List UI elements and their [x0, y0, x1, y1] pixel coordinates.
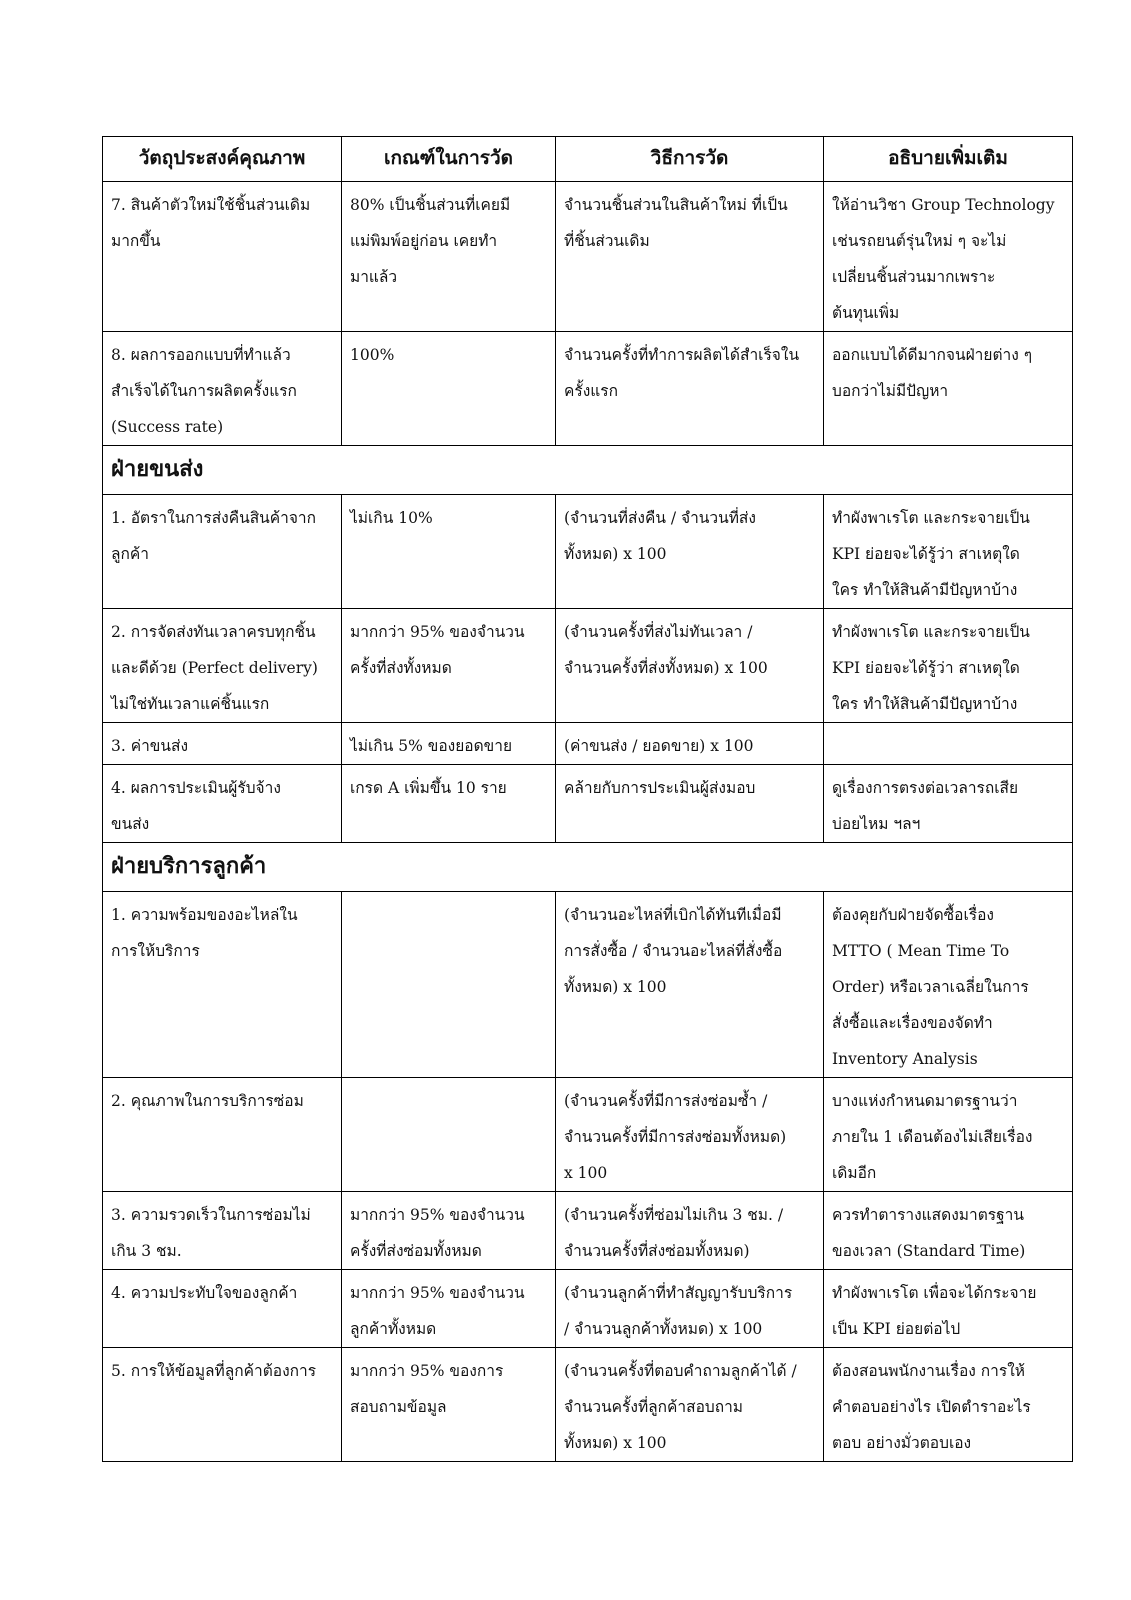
cell-text-line: คล้ายกับการประเมินผู้ส่งมอบ — [564, 779, 756, 797]
explanation-cell — [824, 1270, 1073, 1348]
cell-text-line: ดูเรื่องการตรงต่อเวลารถเสีย — [832, 779, 1019, 797]
cell-text-line: มากกว่า 95% ของจำนวน — [350, 1284, 525, 1302]
cell-text-line: ทำผังพาเรโต และกระจายเป็น — [832, 509, 1030, 527]
cell-text-line: ต้องสอนพนักงานเรื่อง การให้ — [832, 1362, 1026, 1380]
cell-text-line: ลูกค้าทั้งหมด — [350, 1320, 437, 1338]
quality-objectives-table — [102, 136, 1073, 1462]
cell-text-line: Order) หรือเวลาเฉลี่ยในการ — [832, 978, 1029, 996]
cell-text-line: ทั้งหมด) x 100 — [564, 1434, 667, 1452]
cell-text-line: ต้องคุยกับฝ่ายจัดซื้อเรื่อง — [832, 906, 994, 924]
cell-text-line: จำนวนครั้งที่ทำการผลิตได้สำเร็จใน — [564, 346, 800, 364]
objective-cell — [103, 495, 342, 609]
cell-text-line: จำนวนครั้งที่ส่งทั้งหมด) x 100 — [564, 659, 768, 677]
cell-text-line: (จำนวนลูกค้าที่ทำสัญญารับบริการ — [564, 1284, 793, 1302]
cell-text-line: MTTO ( Mean Time To — [832, 942, 1010, 960]
cell-text-line: 2. การจัดส่งทันเวลาครบทุกชิ้น — [111, 623, 316, 641]
cell-text-line: จำนวนครั้งที่ส่งซ่อมทั้งหมด) — [564, 1242, 750, 1260]
cell-text-line: ใคร ทำให้สินค้ามีปัญหาบ้าง — [832, 581, 1018, 599]
cell-text-line: บางแห่งกำหนดมาตรฐานว่า — [832, 1092, 1018, 1110]
cell-text-line: Inventory Analysis — [832, 1050, 978, 1068]
cell-text-line: 1. อัตราในการส่งคืนสินค้าจาก — [111, 509, 316, 527]
method-cell — [556, 182, 824, 332]
table-row — [103, 892, 1073, 1078]
explanation-cell — [824, 723, 1073, 765]
cell-text-line: x 100 — [564, 1164, 608, 1182]
cell-text-line: 4. ผลการประเมินผู้รับจ้าง — [111, 779, 281, 797]
objective-cell — [103, 1270, 342, 1348]
method-cell — [556, 892, 824, 1078]
method-cell — [556, 1078, 824, 1192]
cell-text-line: มากขึ้น — [111, 232, 161, 250]
cell-text-line: มากกว่า 95% ของจำนวน — [350, 623, 525, 641]
cell-text-line: ที่ชิ้นส่วนเดิม — [564, 232, 650, 250]
table-header-row — [103, 137, 1073, 182]
cell-text-line: ต้นทุนเพิ่ม — [832, 304, 900, 322]
cell-text-line: ครั้งแรก — [564, 382, 618, 400]
table-row — [103, 182, 1073, 332]
criteria-cell — [342, 609, 556, 723]
cell-text-line: (จำนวนครั้งที่ตอบคำถามลูกค้าได้ / — [564, 1362, 797, 1380]
objective-cell — [103, 332, 342, 446]
criteria-cell — [342, 182, 556, 332]
cell-text-line: มากกว่า 95% ของจำนวน — [350, 1206, 525, 1224]
table-row — [103, 609, 1073, 723]
criteria-cell — [342, 1270, 556, 1348]
cell-text-line: จำนวนครั้งที่ลูกค้าสอบถาม — [564, 1398, 744, 1416]
method-cell — [556, 723, 824, 765]
cell-text-line: จำนวนชิ้นส่วนในสินค้าใหม่ ที่เป็น — [564, 196, 788, 214]
explanation-cell — [824, 182, 1073, 332]
section-row — [103, 843, 1073, 892]
cell-text-line: สอบถามข้อมูล — [350, 1398, 447, 1416]
method-cell — [556, 495, 824, 609]
cell-text-line: ภายใน 1 เดือนต้องไม่เสียเรื่อง — [832, 1128, 1033, 1146]
cell-text-line: 4. ความประทับใจของลูกค้า — [111, 1284, 298, 1302]
explanation-cell — [824, 495, 1073, 609]
objective-cell — [103, 609, 342, 723]
table-row — [103, 1348, 1073, 1462]
cell-text-line: ใคร ทำให้สินค้ามีปัญหาบ้าง — [832, 695, 1018, 713]
cell-text-line: (จำนวนครั้งที่มีการส่งซ่อมซ้ำ / — [564, 1092, 768, 1110]
cell-text-line: ลูกค้า — [111, 545, 149, 563]
criteria-cell — [342, 332, 556, 446]
cell-text-line: บอกว่าไม่มีปัญหา — [832, 382, 949, 400]
cell-text-line: ทั้งหมด) x 100 — [564, 545, 667, 563]
cell-text-line: 3. ค่าขนส่ง — [111, 737, 189, 755]
method-cell — [556, 609, 824, 723]
method-cell — [556, 332, 824, 446]
cell-text-line: (จำนวนที่ส่งคืน / จำนวนที่ส่ง — [564, 509, 756, 527]
objective-cell — [103, 723, 342, 765]
cell-text-line: เช่นรถยนต์รุ่นใหม่ ๆ จะไม่ — [832, 232, 1007, 250]
cell-text-line: ขนส่ง — [111, 815, 150, 833]
explanation-cell — [824, 609, 1073, 723]
cell-text-line: สั่งซื้อและเรื่องของจัดทำ — [832, 1014, 993, 1032]
cell-text-line: สำเร็จได้ในการผลิตครั้งแรก — [111, 382, 297, 400]
objective-cell — [103, 765, 342, 843]
cell-text-line: มากกว่า 95% ของการ — [350, 1362, 504, 1380]
cell-text-line: 80% เป็นชิ้นส่วนที่เคยมี — [350, 196, 511, 214]
cell-text-line: มาแล้ว — [350, 268, 398, 286]
criteria-cell — [342, 1078, 556, 1192]
cell-text-line: เป็น KPI ย่อยต่อไป — [832, 1320, 961, 1338]
cell-text-line: เดิมอีก — [832, 1164, 877, 1182]
table-row — [103, 1078, 1073, 1192]
criteria-cell — [342, 1192, 556, 1270]
criteria-cell — [342, 892, 556, 1078]
cell-text-line: และดีด้วย (Perfect delivery) — [111, 659, 318, 677]
table-row — [103, 765, 1073, 843]
table-row — [103, 495, 1073, 609]
cell-text-line: ครั้งที่ส่งซ่อมทั้งหมด — [350, 1242, 482, 1260]
cell-text-line: ไม่เกิน 5% ของยอดขาย — [350, 737, 513, 755]
cell-text-line: ให้อ่านวิชา Group Technology — [832, 196, 1055, 214]
section-title: ฝ่ายขนส่ง — [103, 446, 1073, 495]
method-cell — [556, 765, 824, 843]
cell-text-line: ตอบ อย่างมั่วตอบเอง — [832, 1434, 972, 1452]
cell-text-line: (ค่าขนส่ง / ยอดขาย) x 100 — [564, 737, 754, 755]
cell-text-line: KPI ย่อยจะได้รู้ว่า สาเหตุใด — [832, 545, 1020, 563]
criteria-cell — [342, 1348, 556, 1462]
header-measurement-method: วิธีการวัด — [556, 137, 824, 182]
explanation-cell — [824, 892, 1073, 1078]
cell-text-line: ออกแบบได้ดีมากจนฝ่ายต่าง ๆ — [832, 346, 1033, 364]
cell-text-line: (จำนวนอะไหล่ที่เบิกได้ทันทีเมื่อมี — [564, 906, 782, 924]
objective-cell — [103, 1348, 342, 1462]
criteria-cell — [342, 723, 556, 765]
cell-text-line: ทำผังพาเรโต และกระจายเป็น — [832, 623, 1030, 641]
cell-text-line: เกรด A เพิ่มขึ้น 10 ราย — [350, 779, 507, 797]
header-additional-explanation: อธิบายเพิ่มเติม — [824, 137, 1073, 182]
cell-text-line: 7. สินค้าตัวใหม่ใช้ชิ้นส่วนเดิม — [111, 196, 311, 214]
cell-text-line: (Success rate) — [111, 418, 224, 436]
cell-text-line: (จำนวนครั้งที่ส่งไม่ทันเวลา / — [564, 623, 753, 641]
cell-text-line: 3. ความรวดเร็วในการซ่อมไม่ — [111, 1206, 311, 1224]
cell-text-line: คำตอบอย่างไร เปิดตำราอะไร — [832, 1398, 1031, 1416]
criteria-cell — [342, 495, 556, 609]
explanation-cell — [824, 1078, 1073, 1192]
method-cell — [556, 1348, 824, 1462]
table-body — [103, 182, 1073, 1462]
cell-text-line: ทำผังพาเรโต เพื่อจะได้กระจาย — [832, 1284, 1037, 1302]
section-row — [103, 446, 1073, 495]
explanation-cell — [824, 1348, 1073, 1462]
objective-cell — [103, 892, 342, 1078]
cell-text-line: 1. ความพร้อมของอะไหล่ใน — [111, 906, 298, 924]
cell-text-line: (จำนวนครั้งที่ซ่อมไม่เกิน 3 ชม. / — [564, 1206, 784, 1224]
cell-text-line: จำนวนครั้งที่มีการส่งซ่อมทั้งหมด) — [564, 1128, 787, 1146]
cell-text-line: ทั้งหมด) x 100 — [564, 978, 667, 996]
method-cell — [556, 1192, 824, 1270]
cell-text-line: การให้บริการ — [111, 942, 200, 960]
cell-text-line: ครั้งที่ส่งทั้งหมด — [350, 659, 452, 677]
cell-text-line: แม่พิมพ์อยู่ก่อน เคยทำ — [350, 232, 498, 250]
explanation-cell — [824, 765, 1073, 843]
table-row — [103, 1270, 1073, 1348]
cell-text-line: 100% — [350, 346, 395, 364]
cell-text-line: การสั่งซื้อ / จำนวนอะไหล่ที่สั่งซื้อ — [564, 942, 783, 960]
cell-text-line: 2. คุณภาพในการบริการซ่อม — [111, 1092, 304, 1110]
cell-text-line: เปลี่ยนชิ้นส่วนมากเพราะ — [832, 268, 996, 286]
cell-text-line: เกิน 3 ชม. — [111, 1242, 182, 1260]
table-row — [103, 332, 1073, 446]
objective-cell — [103, 1192, 342, 1270]
cell-text-line: ควรทำตารางแสดงมาตรฐาน — [832, 1206, 1024, 1224]
table-row — [103, 1192, 1073, 1270]
objective-cell — [103, 182, 342, 332]
cell-text-line: KPI ย่อยจะได้รู้ว่า สาเหตุใด — [832, 659, 1020, 677]
cell-text-line: 8. ผลการออกแบบที่ทำแล้ว — [111, 346, 291, 364]
cell-text-line: 5. การให้ข้อมูลที่ลูกค้าต้องการ — [111, 1362, 317, 1380]
header-measurement-criteria: เกณฑ์ในการวัด — [342, 137, 556, 182]
objective-cell — [103, 1078, 342, 1192]
explanation-cell — [824, 332, 1073, 446]
method-cell — [556, 1270, 824, 1348]
table-row — [103, 723, 1073, 765]
cell-text-line: บ่อยไหม ฯลฯ — [832, 815, 921, 833]
cell-text-line: ไม่เกิน 10% — [350, 509, 433, 527]
explanation-cell — [824, 1192, 1073, 1270]
cell-text-line: ไม่ใช่ทันเวลาแค่ชิ้นแรก — [111, 695, 270, 713]
criteria-cell — [342, 765, 556, 843]
header-quality-objective: วัตถุประสงค์คุณภาพ — [103, 137, 342, 182]
cell-text-line: / จำนวนลูกค้าทั้งหมด) x 100 — [564, 1320, 763, 1338]
section-title: ฝ่ายบริการลูกค้า — [103, 843, 1073, 892]
cell-text-line: ของเวลา (Standard Time) — [832, 1242, 1026, 1260]
